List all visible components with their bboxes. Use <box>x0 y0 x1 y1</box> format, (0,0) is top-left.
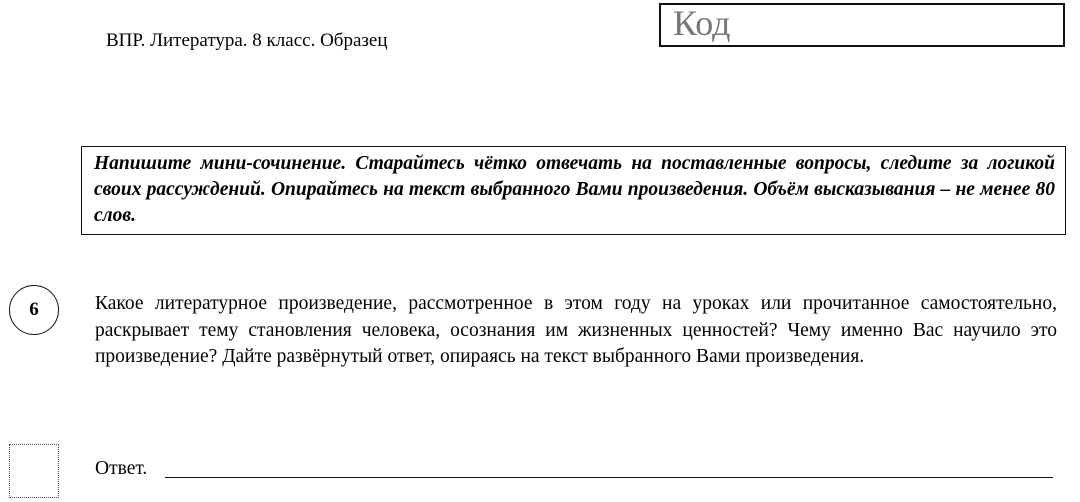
score-box <box>9 444 59 498</box>
question-number-badge: 6 <box>9 285 59 335</box>
question-text: Какое литературное произведение, рассмотренное в этом году на уроках или прочитанное самостоятельно, раскрывает тему становления человека, осознания им жизненных ценностей? Чему именно Вас научило это произведение? Дайте развёрнутый ответ, опираясь на текст выбранного Вами произведения. <box>95 293 1057 367</box>
answer-label: Ответ. <box>95 458 148 479</box>
code-input-box[interactable] <box>659 3 1065 47</box>
page-header-title: ВПР. Литература. 8 класс. Образец <box>106 30 388 51</box>
answer-line[interactable] <box>165 477 1053 478</box>
code-label: Код <box>673 3 731 43</box>
task-instructions: Напишите мини-сочинение. Старайтесь чётко отвечать на поставленные вопросы, следите за логикой своих рассуждений. Опирайтесь на текст выбранного Вами произведения. Объём высказывания – не менее 80 слов. <box>81 146 1066 235</box>
